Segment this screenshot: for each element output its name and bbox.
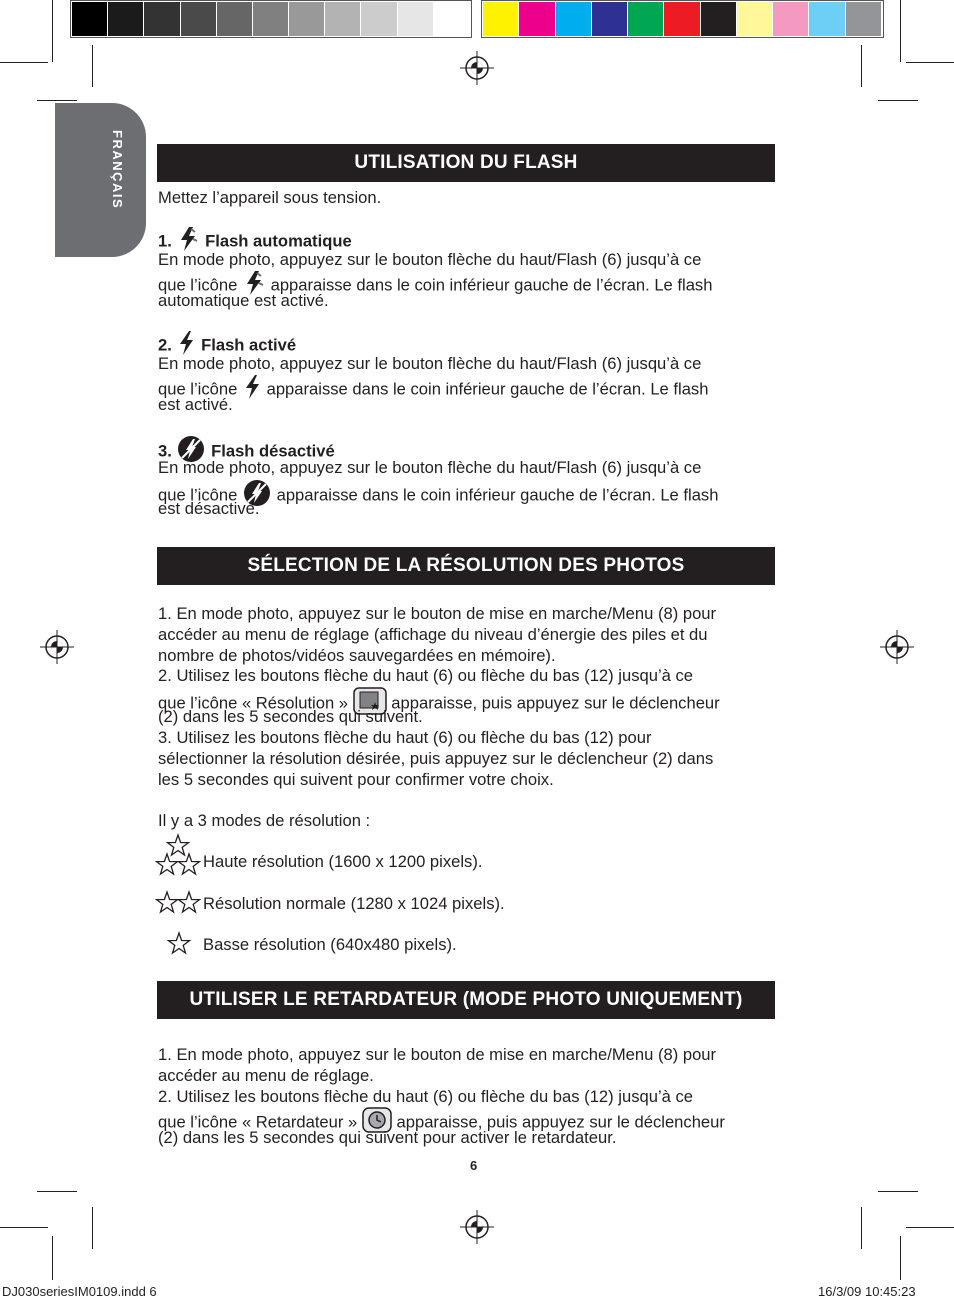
crop-mark: [37, 1191, 77, 1192]
flash-item-3-line: est désactivé.: [158, 499, 260, 518]
crop-mark: [92, 45, 93, 87]
crop-mark: [92, 1207, 93, 1249]
timer-line: 1. En mode photo, appuyez sur le bouton de mise en marche/Menu (8) pour: [158, 1045, 717, 1064]
registration-mark-icon: [460, 51, 494, 85]
flash-item-1-line: que l’icône apparaisse dans le coin inférieur gauche de l’écran. Le flash: [158, 270, 778, 302]
registration-mark-icon: [880, 630, 914, 664]
color-swatch: [434, 2, 469, 36]
timer-line: (2) dans les 5 secondes qui suivent pour activer le retardateur.: [158, 1128, 617, 1147]
crop-mark: [52, 0, 53, 62]
one-star-icon: [166, 931, 192, 955]
language-tab: [55, 103, 146, 257]
resolution-line: 2. Utilisez les boutons flèche du haut (6) ou flèche du bas (12) jusqu’à ce: [158, 666, 694, 685]
resolution-mode-high: Haute résolution (1600 x 1200 pixels).: [203, 852, 483, 871]
resolution-modes-intro: Il y a 3 modes de résolution :: [158, 811, 371, 830]
resolution-line: nombre de photos/vidéos sauvegardées en mémoire).: [158, 646, 556, 665]
crop-mark: [906, 62, 954, 63]
crop-mark: [37, 100, 77, 101]
section-header-timer: UTILISER LE RETARDATEUR (MODE PHOTO UNIQUEMENT): [157, 981, 775, 1019]
resolution-line: accéder au menu de réglage (affichage du niveau d’énergie des piles et du: [158, 625, 708, 644]
flash-item-1-line: automatique est activé.: [158, 291, 329, 310]
timer-line: accéder au menu de réglage.: [158, 1066, 374, 1085]
footer-datetime: 16/3/09 10:45:23: [818, 1284, 916, 1299]
color-swatch: [325, 2, 360, 36]
flash-item-2-line: que l’icône apparaisse dans le coin inférieur gauche de l’écran. Le flash: [158, 374, 778, 406]
flash-item-3-line: En mode photo, appuyez sur le bouton flèche du haut/Flash (6) jusqu’à ce: [158, 458, 702, 477]
resolution-mode-normal: Résolution normale (1280 x 1024 pixels).: [203, 894, 505, 913]
resolution-line: que l’icône « Résolution » apparaisse, puis appuyez sur le déclencheur: [158, 687, 778, 721]
color-swatch: [253, 2, 288, 36]
color-swatch: [217, 2, 252, 36]
resolution-line: 1. En mode photo, appuyez sur le bouton de mise en marche/Menu (8) pour: [158, 604, 717, 623]
section-header-resolution: SÉLECTION DE LA RÉSOLUTION DES PHOTOS: [157, 547, 775, 585]
color-swatch: [181, 2, 216, 36]
color-swatch: [737, 2, 772, 36]
crop-mark: [906, 1227, 954, 1228]
resolution-line: les 5 secondes qui suivent pour confirmer votre choix.: [158, 770, 554, 789]
color-swatch: [592, 2, 627, 36]
resolution-line: (2) dans les 5 secondes qui suivent.: [158, 707, 423, 726]
crop-mark: [0, 62, 48, 63]
crop-mark: [878, 100, 918, 101]
registration-mark-icon: [460, 1210, 494, 1244]
footer-filename: DJ030seriesIM0109.indd 6: [2, 1284, 157, 1299]
color-bar: [481, 0, 884, 38]
three-stars-icon: [155, 833, 201, 877]
resolution-line: sélectionner la résolution désirée, puis appuyez sur le déclencheur (2) dans: [158, 749, 714, 768]
registration-mark-icon: [40, 630, 74, 664]
flash-item-2-line: En mode photo, appuyez sur le bouton flèche du haut/Flash (6) jusqu’à ce: [158, 354, 702, 373]
page-number: 6: [470, 1158, 478, 1173]
color-swatch: [144, 2, 179, 36]
color-swatch: [701, 2, 736, 36]
crop-mark: [0, 1227, 48, 1228]
color-swatch: [773, 2, 808, 36]
crop-mark: [861, 1207, 862, 1249]
timer-line: que l’icône « Retardateur » apparaisse, puis appuyez sur le déclencheur: [158, 1107, 778, 1139]
flash-item-3-line: que l’icône apparaisse dans le coin inférieur gauche de l’écran. Le flash: [158, 478, 778, 514]
language-tab-label: FRANÇAIS: [110, 130, 125, 210]
two-stars-icon: [155, 890, 201, 914]
color-swatch: [72, 2, 107, 36]
crop-mark: [878, 1191, 918, 1192]
flash-item-2-line: est activé.: [158, 395, 233, 414]
flash-item-1-line: En mode photo, appuyez sur le bouton flèche du haut/Flash (6) jusqu’à ce: [158, 250, 702, 269]
color-swatch: [846, 2, 881, 36]
color-swatch: [628, 2, 663, 36]
color-swatch: [398, 2, 433, 36]
color-swatch: [108, 2, 143, 36]
resolution-line: 3. Utilisez les boutons flèche du haut (6) ou flèche du bas (12) pour: [158, 728, 652, 747]
timer-line: 2. Utilisez les boutons flèche du haut (6) ou flèche du bas (12) jusqu’à ce: [158, 1087, 694, 1106]
color-swatch: [809, 2, 844, 36]
crop-mark: [900, 1236, 901, 1280]
section-header-flash: UTILISATION DU FLASH: [157, 144, 775, 182]
color-swatch: [556, 2, 591, 36]
color-swatch: [664, 2, 699, 36]
flash-item-1-heading: 1. Flash automatique: [158, 226, 778, 258]
crop-mark: [861, 45, 862, 87]
grayscale-bar: [70, 0, 472, 38]
flash-intro: Mettez l’appareil sous tension.: [158, 188, 382, 207]
color-swatch: [289, 2, 324, 36]
crop-mark: [52, 1236, 53, 1280]
resolution-mode-low: Basse résolution (640x480 pixels).: [203, 935, 457, 954]
flash-item-3-heading: 3. Flash désactivé: [158, 434, 778, 470]
flash-item-2-heading: 2. Flash activé: [158, 330, 778, 362]
crop-mark: [900, 0, 901, 62]
color-swatch: [519, 2, 554, 36]
color-swatch: [483, 2, 518, 36]
color-swatch: [361, 2, 396, 36]
